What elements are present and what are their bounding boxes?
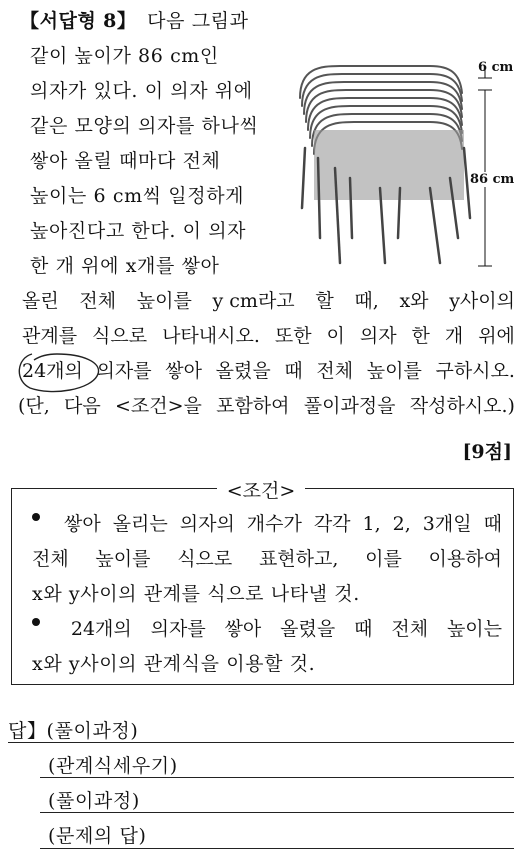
word: 3개일 (422, 513, 472, 535)
problem-number: 8】 (103, 10, 137, 32)
word: 식으로 (92, 325, 148, 347)
word: 때 (284, 360, 303, 382)
problem-text-line-2: 의자가 있다. 이 의자 위에 (30, 80, 253, 102)
answer-rule-1 (40, 777, 514, 778)
word: 쌓아 (165, 360, 202, 382)
word: 때, (354, 290, 379, 312)
condition-title-text: <조건> (217, 480, 306, 502)
word: 의자 (359, 325, 397, 347)
problem-text-line-5: 높이는 6 cm씩 일정하게 (30, 185, 245, 207)
answer-item-0: (관계식세우기) (48, 755, 178, 777)
word: 높이를 (366, 360, 422, 382)
problem-text-line-8 (22, 292, 515, 311)
word: 때 (483, 513, 502, 535)
word: 작성하시오.) (409, 395, 515, 417)
word: 1, (362, 513, 381, 535)
word: 이를 (365, 548, 402, 570)
condition-1-line-1 (32, 550, 502, 569)
problem-header (20, 12, 249, 31)
word: 이 (326, 325, 345, 347)
word: 관계를 (22, 325, 78, 347)
word: <조건>을 (114, 395, 202, 417)
dimension-label-86cm: 86 cm (470, 172, 515, 187)
word: 24개의 (70, 618, 132, 640)
problem-text-line-7 (30, 257, 220, 276)
word: y사이의 (449, 290, 515, 312)
word: 올렸을 (215, 360, 271, 382)
problem-text-line-11 (18, 397, 515, 416)
dimension-label-6cm: 6 cm (478, 60, 514, 75)
answer-item-1: (풀이과정) (48, 790, 140, 812)
word: (단, (18, 395, 50, 417)
problem-text-line-4: 쌓아 올릴 때마다 전체 (30, 150, 221, 172)
problem-text-line-1: 같이 높이가 86 cm인 (30, 45, 219, 67)
word: x와 (399, 290, 429, 312)
answer-rule-0 (8, 742, 514, 743)
word: 포함하여 (216, 395, 290, 417)
word: 올렸을 (280, 618, 336, 640)
word: 전체 (32, 548, 69, 570)
condition-title (0, 476, 522, 503)
bullet-dot (32, 513, 40, 521)
word: 개수가 (246, 513, 302, 535)
word: 각각 (313, 513, 351, 535)
word: 표현하고, (258, 548, 339, 570)
problem-text-line-9 (22, 327, 515, 346)
word: 2, (392, 513, 411, 535)
word: 의자를 (150, 618, 206, 640)
word: 의자의 (179, 513, 235, 535)
word: 높이는 (446, 618, 502, 640)
word: 다음 (64, 395, 101, 417)
word: 의자를 (96, 360, 152, 382)
answer-rule-3 (40, 848, 514, 849)
word: 올리는 (112, 513, 168, 535)
condition-2-line-1-text: x와 y사이의 관계식을 이용할 것. (32, 653, 316, 675)
word: 할 (315, 290, 334, 312)
word: 한 (411, 325, 430, 347)
stacked-chairs-figure (280, 38, 522, 278)
word: 높이를 (136, 290, 192, 312)
word: 전체 (316, 360, 354, 382)
score-label: [9점] (462, 441, 512, 463)
word: 때 (354, 618, 373, 640)
problem-text-line-6: 높아진다고 한다. 이 의자 (30, 220, 247, 242)
condition-2-line-0 (32, 620, 502, 639)
problem-text-line-3: 같은 모양의 의자를 하나씩 (30, 115, 259, 137)
word: y cm라고 (212, 290, 295, 312)
answer-item-2: (문제의 답) (48, 825, 147, 847)
condition-2-line-1 (32, 655, 315, 674)
bullet-dot (32, 618, 40, 626)
word: 전체 (391, 618, 429, 640)
problem-tag: 【서답형 (20, 10, 97, 32)
condition-1-line-2-text: x와 y사이의 관계를 식으로 나타낼 것. (32, 583, 360, 605)
answer-rule-2 (40, 812, 514, 813)
answer-label: 답】(풀이과정) (8, 720, 139, 742)
condition-1-line-0 (32, 515, 502, 534)
word: 구하시오. (435, 360, 515, 382)
word: 24개의 (22, 360, 83, 382)
word: 위에 (478, 325, 515, 347)
word: 높이를 (95, 548, 151, 570)
word: 올린 (22, 290, 59, 312)
word: 식으로 (177, 548, 233, 570)
handwritten-circle-mark (12, 350, 104, 394)
word: 개 (444, 325, 464, 347)
word: 전체 (79, 290, 117, 312)
problem-text-line-0: 다음 그림과 (147, 10, 249, 32)
condition-1-line-2 (32, 585, 360, 604)
word: 쌓아 (63, 513, 101, 535)
word: 나타내시오. (162, 325, 260, 347)
word: 또한 (274, 325, 312, 347)
word: 풀이과정을 (303, 395, 396, 417)
word: 쌓아 (224, 618, 262, 640)
problem-text-line-7-text: 한 개 위에 x개를 쌓아 (30, 255, 220, 277)
word: 이용하여 (428, 548, 502, 570)
